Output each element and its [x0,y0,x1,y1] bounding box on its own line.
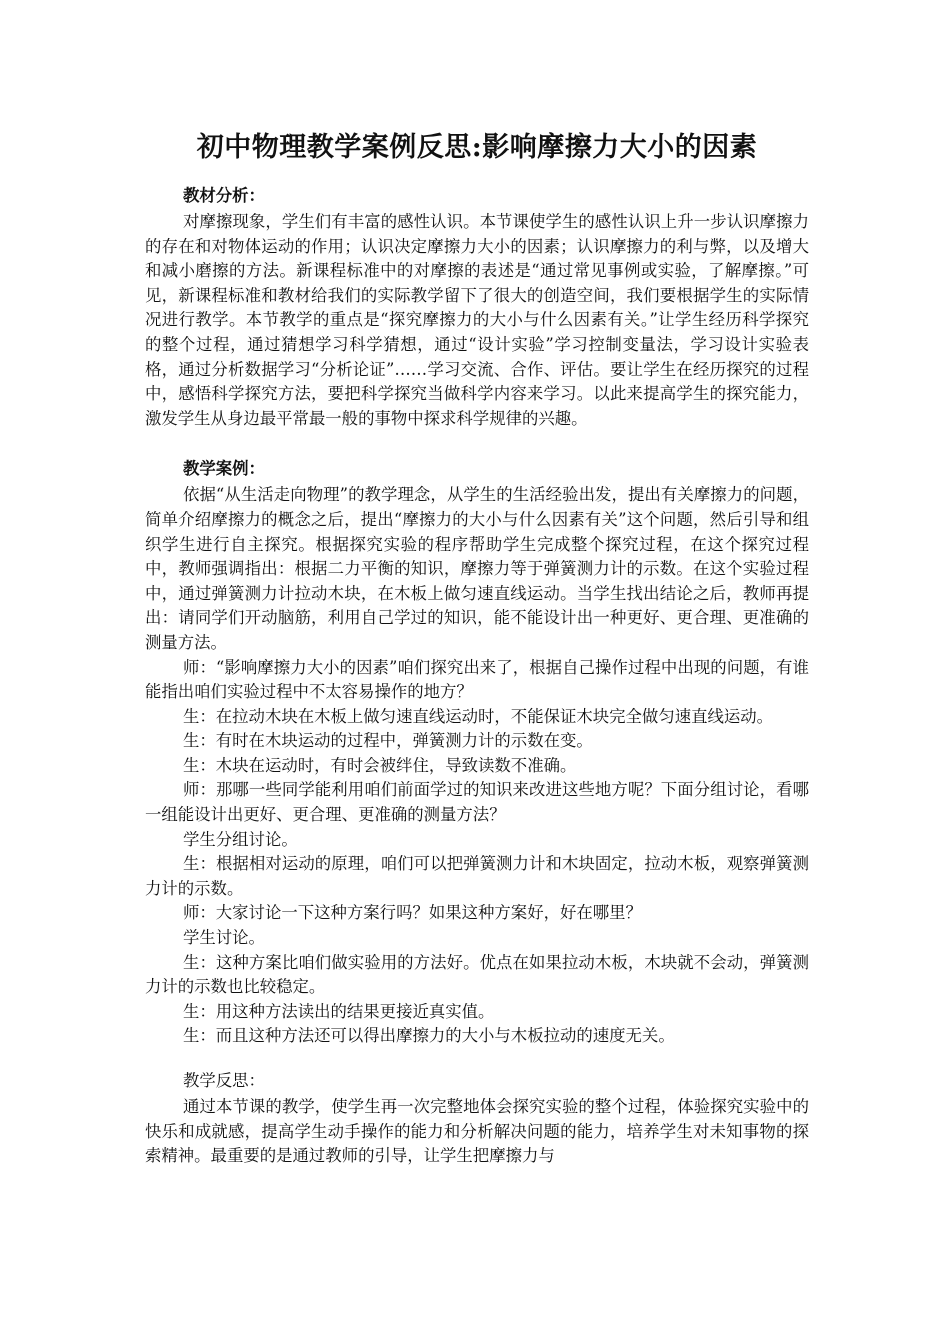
dialogue-line: 生：用这种方法读出的结果更接近真实值。 [183,1001,495,1021]
section-heading-case: 教学案例： [183,459,265,479]
dialogue-line: 生：这种方案比咱们做实验用的方法好。优点在如果拉动木板，木块就不会动，弹簧测力计的示数也比较稳定。 [145,952,809,997]
section-spacer [145,1049,809,1067]
section-analysis [145,182,809,431]
section-spacer [145,431,809,455]
dialogue-line: 生：根据相对运动的原理，咱们可以把弹簧测力计和木块固定，拉动木板，观察弹簧测力计的示数。 [145,854,809,898]
page-title: 初中物理教学案例反思:影响摩擦力大小的因素 [196,132,758,163]
dialogue-line: 生：在拉动木块在木板上做匀速直线运动时，不能保证木块完全做匀速直线运动。 [183,706,774,726]
dialogue-line: 学生讨论。 [183,928,265,948]
paragraph: 通过本节课的教学，使学生再一次完整地体会探究实验的整个过程，体验探究实验中的快乐和成就感，提高学生动手操作的能力和分析解决问题的能力，培养学生对未知事物的探索精神。最重要的是通过教师的引导，让学生把摩擦力与 [145,1097,809,1166]
document-page [145,128,809,1169]
section-heading-analysis: 教材分析： [183,186,265,205]
dialogue-line: 生：木块在运动时，有时会被绊住，导致读数不准确。 [183,755,577,775]
dialogue-line: 学生分组讨论。 [183,829,298,849]
dialogue-line: 生：而且这种方法还可以得出摩擦力的大小与木板拉动的速度无关。 [183,1026,675,1046]
paragraph: 对摩擦现象，学生们有丰富的感性认识。本节课使学生的感性认识上升一步认识摩擦力的存在和对物体运动的作用；认识决定摩擦力大小的因素；认识摩擦力的利与弊，以及增大和减小磨擦的方法。新课程标准中的对摩擦的表述是“通过常见事例或实验，了解摩擦。”可见，新课程标准和教材给我们的实际教学留下了很大的创造空间，我们要根据学生的实际情况进行教学。本节教学的重点是“探究摩擦力的大小与什么因素有关。”让学生经历科学探究的整个过程，通过猜想学习科学猜想，通过“设计实验”学习控制变量法，学习设计实验表格，通过分析数据学习“分析论证”……学习交流、合作、评估。要让学生在经历探究的过程中，感悟科学探究方法，要把科学探究当做科学内容来学习。以此来提高学生的探究能力，激发学生从身边最平常最一般的事物中探求科学规律的兴趣。 [145,212,809,428]
dialogue-line: 师：大家讨论一下这种方案行吗？如果这种方案好，好在哪里？ [183,903,642,923]
paragraph: 依据“从生活走向物理”的教学理念，从学生的生活经验出发，提出有关摩擦力的问题，简单介绍摩擦力的概念之后，提出“摩擦力的大小与什么因素有关”这个问题，然后引导和组织学生进行自主探究。根据探究实验的程序帮助学生完成整个探究过程，在这个探究过程中，教师强调指出：根据二力平衡的知识，摩擦力等于弹簧测力计的示数。在这个实验过程中，通过弹簧测力计拉动木块，在木板上做匀速直线运动。当学生找出结论之后，教师再提出：请同学们开动脑筋，利用自己学过的知识，能不能设计出一种更好、更合理、更准确的测量方法。 [145,485,809,652]
dialogue-line: 师：那哪一些同学能利用咱们前面学过的知识来改进这些地方呢？下面分组讨论，看哪一组能设计出更好、更合理、更准确的测量方法？ [145,780,809,825]
dialogue-line: 师：“影响摩擦力大小的因素”咱们探究出来了，根据自己操作过程中出现的问题，有谁能指出咱们实验过程中不太容易操作的地方？ [145,657,809,702]
dialogue-line: 生：有时在木块运动的过程中，弹簧测力计的示数在变。 [183,731,593,751]
section-reflection [145,1067,809,1169]
section-case [145,455,809,1049]
section-heading-reflection: 教学反思： [183,1071,265,1090]
